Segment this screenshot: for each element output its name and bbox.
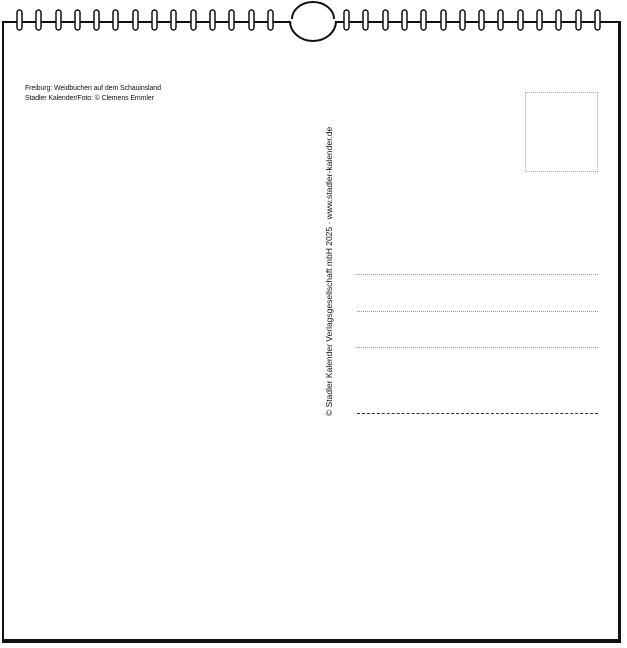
binding-ring	[133, 10, 138, 30]
binding-ring	[479, 10, 484, 30]
binding-ring	[210, 10, 215, 30]
binding-ring	[229, 10, 234, 30]
binding-ring	[537, 10, 542, 30]
binding-ring	[75, 10, 80, 30]
photo-credit: Stadler Kalender/Foto: © Clemens Emmler	[25, 95, 154, 102]
address-line-postcode	[357, 413, 598, 414]
binding-ring	[191, 10, 196, 30]
binding-ring	[556, 10, 561, 30]
binding-ring	[421, 10, 426, 30]
hanger-hook-top	[292, 2, 334, 19]
binding-ring	[152, 10, 157, 30]
binding-ring	[17, 10, 22, 30]
binding-ring	[460, 10, 465, 30]
binding-ring	[383, 10, 388, 30]
wire-binding	[0, 0, 627, 48]
hanger-hook	[290, 21, 336, 41]
binding-ring	[268, 10, 273, 30]
binding-ring	[518, 10, 523, 30]
address-line	[357, 274, 598, 275]
binding-ring	[441, 10, 446, 30]
stamp-box	[525, 92, 598, 172]
binding-ring	[498, 10, 503, 30]
address-line	[357, 347, 598, 348]
copyright-notice: © Stadler Kalender Verlagsgesellschaft mbH 2025 · www.stadler-kalender.de	[324, 126, 334, 416]
binding-ring	[171, 10, 176, 30]
binding-ring	[595, 10, 600, 30]
binding-ring	[36, 10, 41, 30]
binding-ring	[576, 10, 581, 30]
binding-ring	[56, 10, 61, 30]
binding-ring	[363, 10, 368, 30]
binding-ring	[344, 10, 349, 30]
binding-ring	[113, 10, 118, 30]
binding-ring	[94, 10, 99, 30]
photo-caption: Freiburg: Weidbuchen auf dem Schauinsland	[25, 85, 161, 92]
binding-ring	[402, 10, 407, 30]
address-line	[357, 311, 598, 312]
binding-ring	[249, 10, 254, 30]
